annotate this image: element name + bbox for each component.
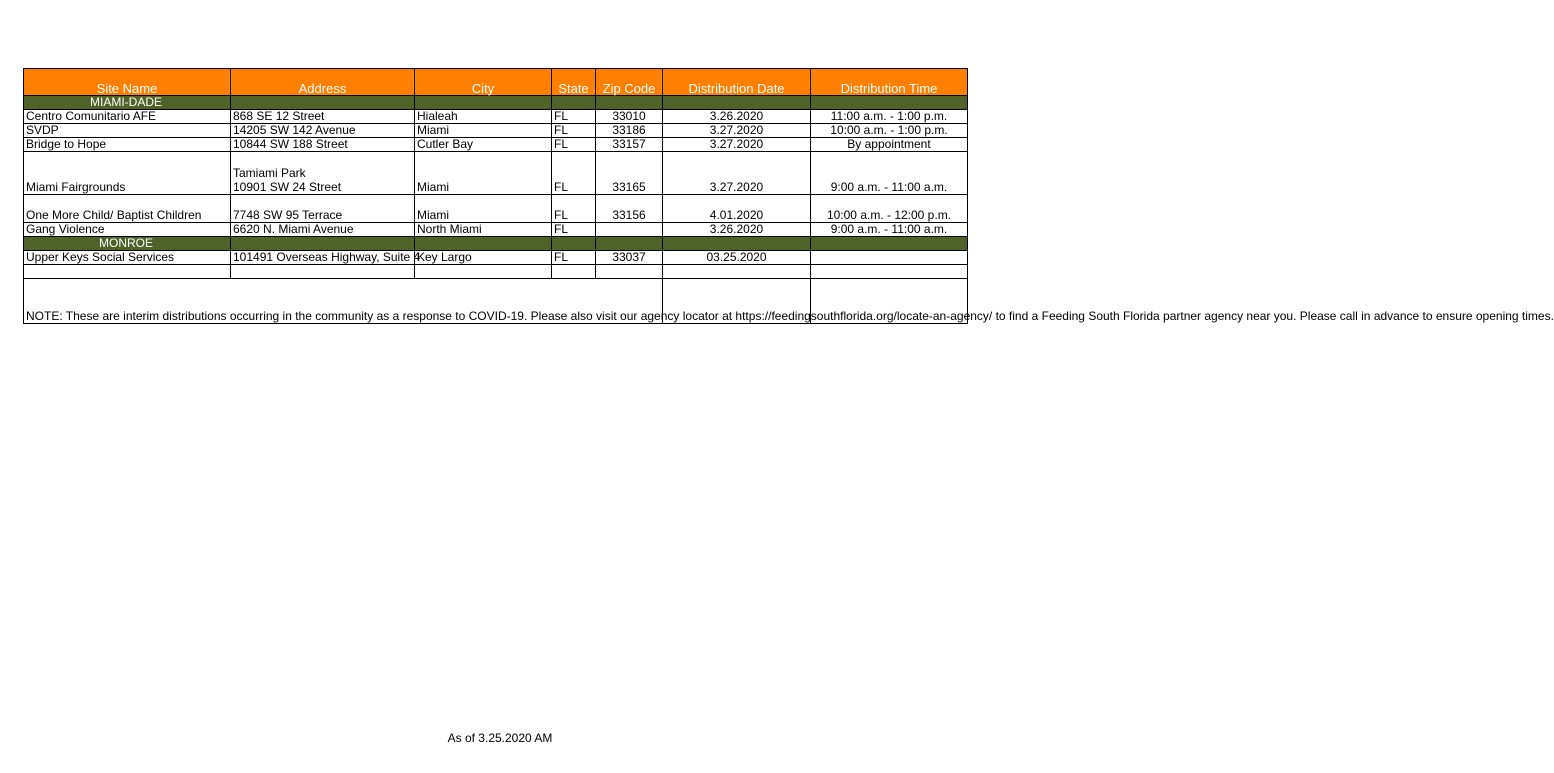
cell-address-line2: 10901 SW 24 Street — [233, 180, 342, 194]
table-row — [24, 110, 968, 124]
empty-cell — [231, 96, 415, 110]
cell-city: North Miami — [415, 223, 552, 237]
empty-cell — [552, 265, 596, 279]
cell-site: Miami Fairgrounds — [24, 152, 231, 195]
cell-city: Miami — [415, 152, 552, 195]
blank-row — [24, 265, 968, 279]
cell-state: FL — [552, 195, 596, 223]
note-text: NOTE: These are interim distributions occurring in the community as a response to COVID-19. Please also visit our agency locator at https://feedingsouthflorida.org/locate-an-agency/ to find a Feeding South Florida partner agency near you. Please call in advance to ensure opening times. — [24, 279, 663, 324]
cell-zip — [596, 223, 663, 237]
note-row — [24, 279, 968, 324]
cell-time: 9:00 a.m. - 11:00 a.m. — [811, 152, 968, 195]
cell-zip: 33010 — [596, 110, 663, 124]
table-row — [24, 124, 968, 138]
cell-state: FL — [552, 110, 596, 124]
empty-cell — [811, 96, 968, 110]
cell-state: FL — [552, 152, 596, 195]
header-row — [24, 69, 968, 96]
cell-zip: 33037 — [596, 251, 663, 265]
cell-address: 6620 N. Miami Avenue — [231, 223, 415, 237]
region-label-miami-dade: MIAMI-DADE — [24, 96, 231, 110]
cell-zip: 33156 — [596, 195, 663, 223]
cell-site: Bridge to Hope — [24, 138, 231, 152]
as-of-footer: As of 3.25.2020 AM — [447, 731, 553, 745]
cell-state: FL — [552, 251, 596, 265]
cell-date: 3.26.2020 — [663, 223, 811, 237]
cell-date: 3.27.2020 — [663, 138, 811, 152]
cell-time: 11:00 a.m. - 1:00 p.m. — [811, 110, 968, 124]
table-row — [24, 251, 968, 265]
table-row — [24, 138, 968, 152]
cell-time: 9:00 a.m. - 11:00 a.m. — [811, 223, 968, 237]
region-row-monroe — [24, 237, 968, 251]
cell-zip: 33186 — [596, 124, 663, 138]
cell-city: Miami — [415, 195, 552, 223]
header-zip-code: Zip Code — [596, 69, 663, 96]
table-row — [24, 223, 968, 237]
table-row — [24, 152, 968, 195]
cell-site: One More Child/ Baptist Children — [24, 195, 231, 223]
cell-date: 3.27.2020 — [663, 152, 811, 195]
cell-address: 101491 Overseas Highway, Suite 4 — [231, 251, 415, 265]
cell-state: FL — [552, 223, 596, 237]
table-row — [24, 195, 968, 223]
empty-cell — [231, 237, 415, 251]
empty-cell — [24, 265, 231, 279]
empty-cell — [811, 237, 968, 251]
cell-date: 03.25.2020 — [663, 251, 811, 265]
distribution-table — [23, 68, 1554, 324]
cell-time — [811, 251, 968, 265]
cell-date: 3.27.2020 — [663, 124, 811, 138]
cell-address — [231, 152, 415, 195]
header-distribution-date: Distribution Date — [663, 69, 811, 96]
header-city: City — [415, 69, 552, 96]
cell-address: 10844 SW 188 Street — [231, 138, 415, 152]
header-address: Address — [231, 69, 415, 96]
cell-site: Upper Keys Social Services — [24, 251, 231, 265]
cell-zip: 33157 — [596, 138, 663, 152]
empty-cell — [663, 237, 811, 251]
cell-zip: 33165 — [596, 152, 663, 195]
region-label-monroe: MONROE — [24, 237, 231, 251]
cell-date: 4.01.2020 — [663, 195, 811, 223]
region-row-miami-dade — [24, 96, 968, 110]
cell-city: Hialeah — [415, 110, 552, 124]
cell-time: By appointment — [811, 138, 968, 152]
cell-address-line1: Tamiami Park — [233, 166, 306, 180]
empty-cell — [552, 96, 596, 110]
empty-cell — [596, 265, 663, 279]
cell-site: Gang Violence — [24, 223, 231, 237]
cell-city: Cutler Bay — [415, 138, 552, 152]
cell-site: Centro Comunitario AFE — [24, 110, 231, 124]
header-distribution-time: Distribution Time — [811, 69, 968, 96]
cell-address: 14205 SW 142 Avenue — [231, 124, 415, 138]
cell-date: 3.26.2020 — [663, 110, 811, 124]
header-state: State — [552, 69, 596, 96]
cell-state: FL — [552, 124, 596, 138]
empty-cell — [415, 237, 552, 251]
empty-cell — [231, 265, 415, 279]
cell-state: FL — [552, 138, 596, 152]
empty-cell — [552, 237, 596, 251]
empty-cell — [811, 265, 968, 279]
empty-cell — [663, 96, 811, 110]
cell-site: SVDP — [24, 124, 231, 138]
cell-time: 10:00 a.m. - 1:00 p.m. — [811, 124, 968, 138]
empty-cell — [415, 96, 552, 110]
empty-cell — [596, 96, 663, 110]
cell-address: 868 SE 12 Street — [231, 110, 415, 124]
cell-city: Key Largo — [415, 251, 552, 265]
empty-cell — [663, 265, 811, 279]
empty-cell — [415, 265, 552, 279]
empty-cell — [596, 237, 663, 251]
cell-time: 10:00 a.m. - 12:00 p.m. — [811, 195, 968, 223]
cell-city: Miami — [415, 124, 552, 138]
header-site-name: Site Name — [24, 69, 231, 96]
cell-address: 7748 SW 95 Terrace — [231, 195, 415, 223]
